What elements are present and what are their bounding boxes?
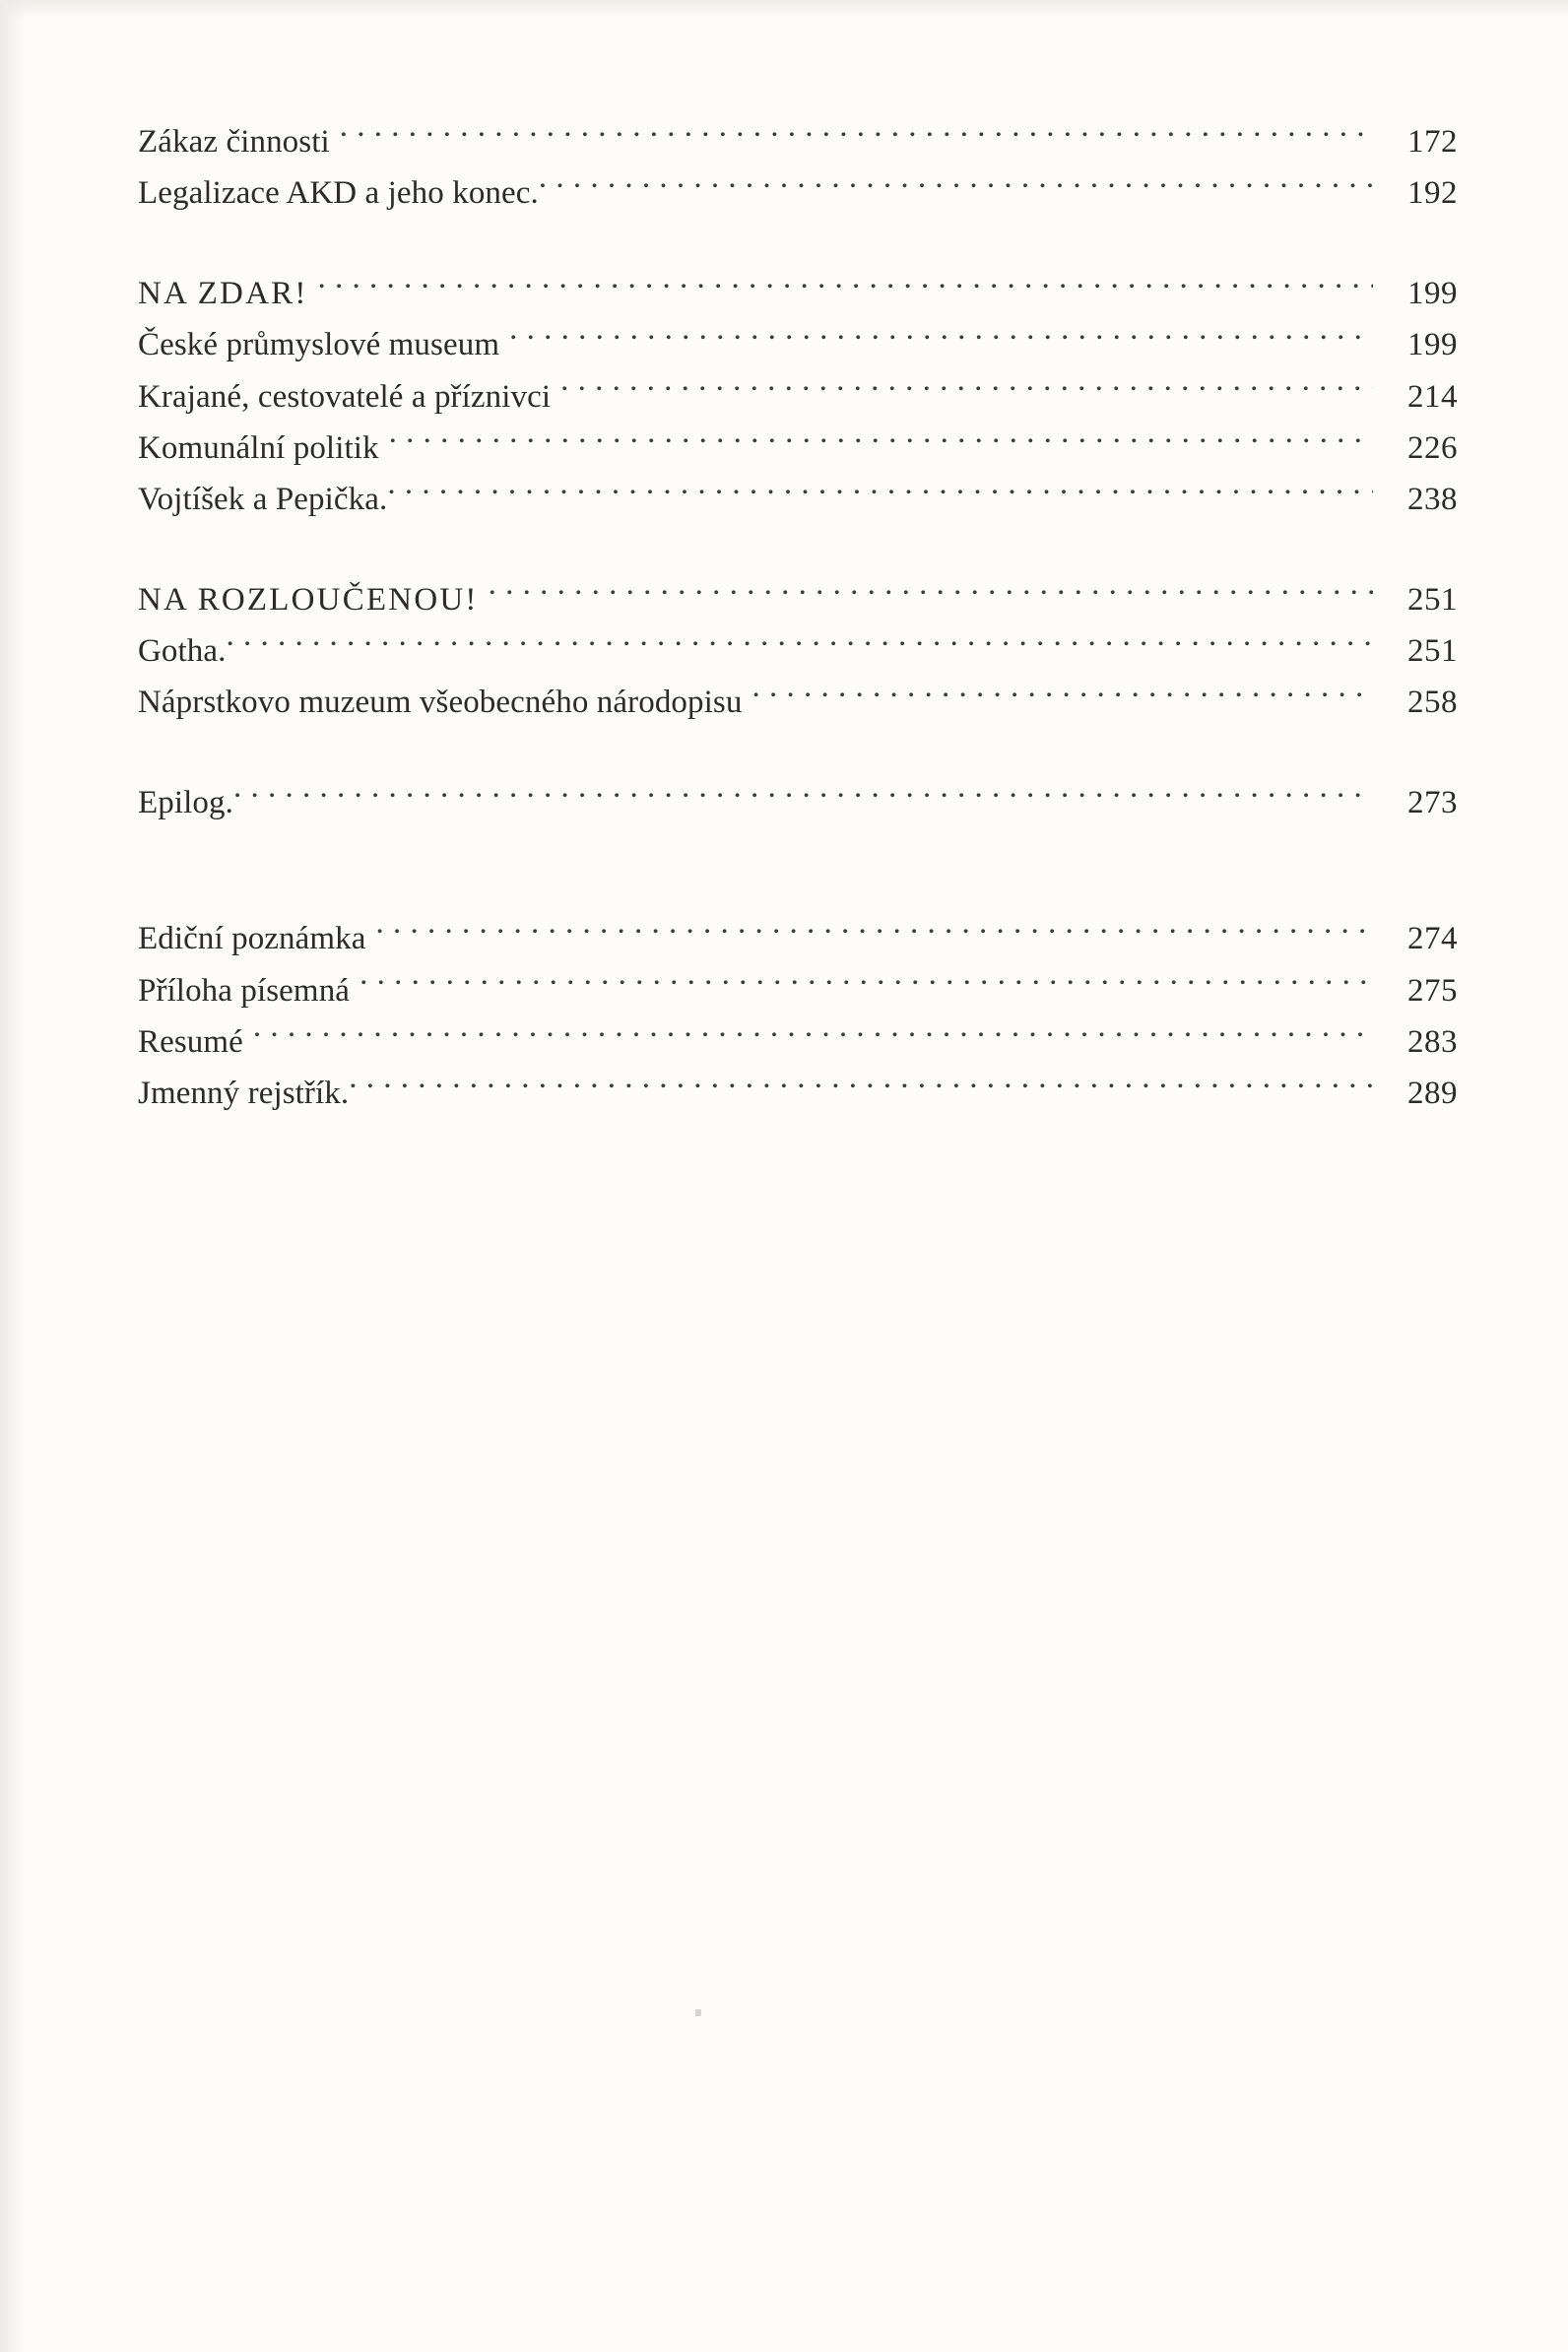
table-of-contents bbox=[138, 116, 1458, 1119]
toc-group bbox=[138, 116, 1458, 219]
toc-entry-page-number: 226 bbox=[1407, 429, 1458, 466]
toc-dot-leader bbox=[389, 425, 1373, 458]
toc-entry-page-number: 251 bbox=[1407, 581, 1458, 618]
page-content bbox=[138, 116, 1458, 1119]
toc-entry-page-number: 199 bbox=[1407, 327, 1458, 363]
toc-entry-title: České průmyslové museum bbox=[138, 327, 500, 363]
toc-section-heading[interactable] bbox=[138, 268, 1458, 319]
toc-entry[interactable] bbox=[138, 625, 1458, 677]
toc-entry-title: Zákaz činnosti bbox=[138, 124, 330, 160]
toc-dot-leader bbox=[340, 119, 1373, 152]
page-edge-shadow-left bbox=[0, 0, 26, 2352]
toc-group bbox=[138, 777, 1458, 828]
toc-entry-page-number: 283 bbox=[1407, 1023, 1458, 1060]
toc-entry-title: Náprstkovo muzeum všeobecného národopisu bbox=[138, 685, 743, 721]
toc-entry-page-number: 238 bbox=[1407, 481, 1458, 517]
toc-entry-title: Ediční poznámka bbox=[138, 921, 366, 957]
toc-entry-title: NA ROZLOUČENOU! bbox=[138, 581, 479, 618]
toc-dot-leader bbox=[539, 170, 1373, 203]
toc-entry-page-number: 274 bbox=[1407, 921, 1458, 957]
toc-dot-leader bbox=[560, 374, 1373, 407]
toc-entry-page-number: 275 bbox=[1407, 972, 1458, 1009]
toc-dot-leader bbox=[318, 271, 1373, 303]
toc-entry-title: Vojtíšek a Pepička. bbox=[138, 481, 388, 517]
toc-group-spacer bbox=[138, 828, 1458, 913]
toc-entry-page-number: 214 bbox=[1407, 378, 1458, 415]
paper-speck bbox=[695, 2009, 701, 2016]
toc-entry[interactable] bbox=[138, 677, 1458, 728]
toc-group bbox=[138, 913, 1458, 1119]
toc-dot-leader bbox=[253, 1019, 1373, 1052]
toc-entry-title: Resumé bbox=[138, 1023, 243, 1060]
toc-entry-title: Krajané, cestovatelé a příznivci bbox=[138, 378, 552, 415]
toc-entry-page-number: 273 bbox=[1407, 785, 1458, 821]
toc-entry[interactable] bbox=[138, 913, 1458, 964]
toc-dot-leader bbox=[349, 1071, 1373, 1103]
toc-entry-page-number: 199 bbox=[1407, 276, 1458, 312]
toc-entry[interactable] bbox=[138, 371, 1458, 423]
toc-dot-leader bbox=[509, 322, 1373, 355]
toc-dot-leader bbox=[359, 968, 1373, 1001]
toc-entry-page-number: 251 bbox=[1407, 633, 1458, 669]
toc-dot-leader bbox=[376, 916, 1373, 948]
toc-entry-title: Komunální politik bbox=[138, 429, 379, 466]
page-edge-shadow-top bbox=[0, 0, 1568, 18]
toc-section-heading[interactable] bbox=[138, 574, 1458, 625]
toc-entry-page-number: 258 bbox=[1407, 685, 1458, 721]
toc-entry-page-number: 172 bbox=[1407, 124, 1458, 160]
toc-entry[interactable] bbox=[138, 116, 1458, 167]
toc-entry-title: NA ZDAR! bbox=[138, 276, 308, 312]
toc-entry[interactable] bbox=[138, 1068, 1458, 1119]
toc-entry[interactable] bbox=[138, 319, 1458, 370]
toc-entry-title: Legalizace AKD a jeho konec. bbox=[138, 175, 539, 212]
toc-group bbox=[138, 268, 1458, 525]
toc-entry[interactable] bbox=[138, 777, 1458, 828]
toc-dot-leader bbox=[387, 477, 1373, 509]
toc-entry[interactable] bbox=[138, 1016, 1458, 1068]
toc-dot-leader bbox=[751, 680, 1373, 712]
toc-entry[interactable] bbox=[138, 474, 1458, 525]
toc-entry[interactable] bbox=[138, 965, 1458, 1016]
toc-group bbox=[138, 574, 1458, 728]
toc-entry-title: Gotha. bbox=[138, 633, 227, 669]
toc-entry-page-number: 289 bbox=[1407, 1075, 1458, 1111]
toc-group-spacer bbox=[138, 728, 1458, 777]
toc-dot-leader bbox=[489, 577, 1373, 610]
toc-entry-page-number: 192 bbox=[1407, 175, 1458, 212]
toc-entry[interactable] bbox=[138, 167, 1458, 219]
toc-group-spacer bbox=[138, 219, 1458, 268]
toc-entry-title: Epilog. bbox=[138, 785, 233, 821]
toc-dot-leader bbox=[227, 628, 1374, 661]
toc-group-spacer bbox=[138, 525, 1458, 574]
toc-dot-leader bbox=[233, 780, 1373, 813]
toc-entry-title: Jmenný rejstřík. bbox=[138, 1075, 350, 1111]
toc-entry-title: Příloha písemná bbox=[138, 972, 351, 1009]
toc-entry[interactable] bbox=[138, 423, 1458, 474]
